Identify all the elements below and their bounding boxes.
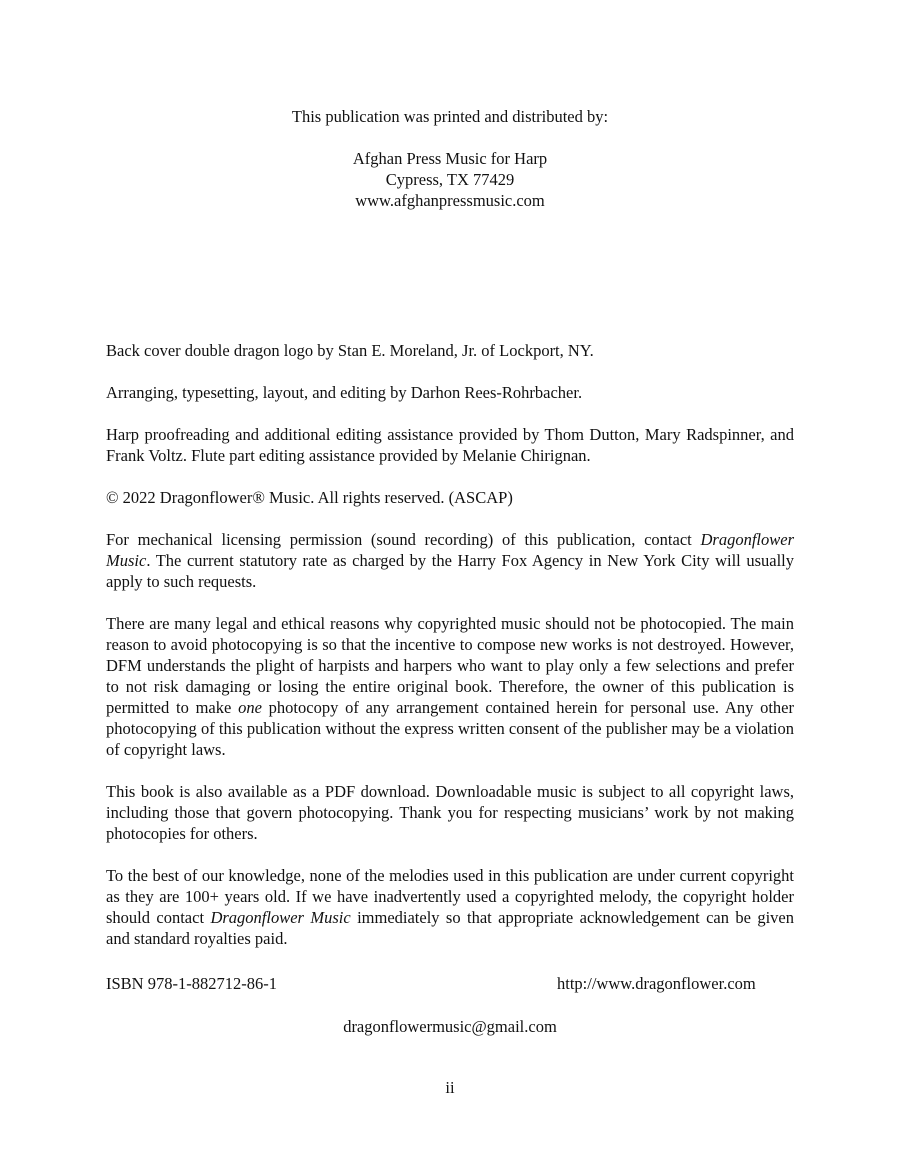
- logo-credit: Back cover double dragon logo by Stan E. Moreland, Jr. of Lockport, NY.: [106, 341, 594, 360]
- melodies-text-2: immediately so that appropriate acknowledgement can be given and standard royalties paid.: [106, 908, 794, 948]
- licensing-publisher-name: Dragonflower Music: [106, 530, 794, 570]
- photocopy-text-1: There are many legal and ethical reasons why copyrighted music should not be photocopied. The main reason to avoid photocopying is so that the incentive to compose new works is not destroyed. However, DFM understands the plight of harpists and harpers who want to play only a few selections and prefer to not risk damaging or losing the entire original book. Therefore, the owner of this publication is permitted to make: [106, 614, 794, 717]
- licensing-text-1: For mechanical licensing permission (sound recording) of this publication, contact: [106, 530, 701, 549]
- credits-block: [106, 340, 794, 949]
- photocopy-paragraph: [106, 613, 794, 760]
- publisher-intro: This publication was printed and distributed by:: [291, 107, 609, 126]
- licensing-paragraph: [106, 529, 794, 592]
- publisher-city: Cypress, TX 77429: [385, 170, 515, 189]
- page-number: ii: [445, 1078, 455, 1097]
- photocopy-emphasis: one: [238, 698, 262, 717]
- publisher-block: [0, 106, 900, 211]
- pdf-paragraph: This book is also available as a PDF download. Downloadable music is subject to all copyright laws, including those that govern photocopying. Thank you for respecting musicians’ work by not making photocopies for others.: [106, 782, 794, 843]
- licensing-text-2: . The current statutory rate as charged by the Harry Fox Agency in New York City will usually apply to such requests.: [106, 551, 794, 591]
- arranging-credit: Arranging, typesetting, layout, and editing by Darhon Rees-Rohrbacher.: [106, 383, 583, 402]
- melodies-paragraph: [106, 865, 794, 949]
- melodies-text-1: To the best of our knowledge, none of the melodies used in this publication are under current copyright as they are 100+ years old. If we have inadvertently used a copyrighted melody, the copyright holder should contact: [106, 866, 794, 927]
- melodies-publisher-name: Dragonflower Music: [210, 908, 351, 927]
- website-url[interactable]: http://www.dragonflower.com: [557, 974, 756, 993]
- photocopy-text-2: photocopy of any arrangement contained herein for personal use. Any other photocopying of this publication without the express written consent of the publisher may be a violation of copyright laws.: [106, 698, 794, 759]
- copyright-notice: © 2022 Dragonflower® Music. All rights reserved. (ASCAP): [106, 488, 513, 507]
- publisher-name: Afghan Press Music for Harp: [352, 149, 548, 168]
- publisher-website: www.afghanpressmusic.com: [355, 191, 545, 210]
- contact-email[interactable]: dragonflowermusic@gmail.com: [343, 1017, 557, 1036]
- proofreading-credit: Harp proofreading and additional editing assistance provided by Thom Dutton, Mary Radspinner, and Frank Voltz. Flute part editing assistance provided by Melanie Chirignan.: [106, 425, 794, 465]
- isbn: ISBN 978-1-882712-86-1: [106, 974, 277, 993]
